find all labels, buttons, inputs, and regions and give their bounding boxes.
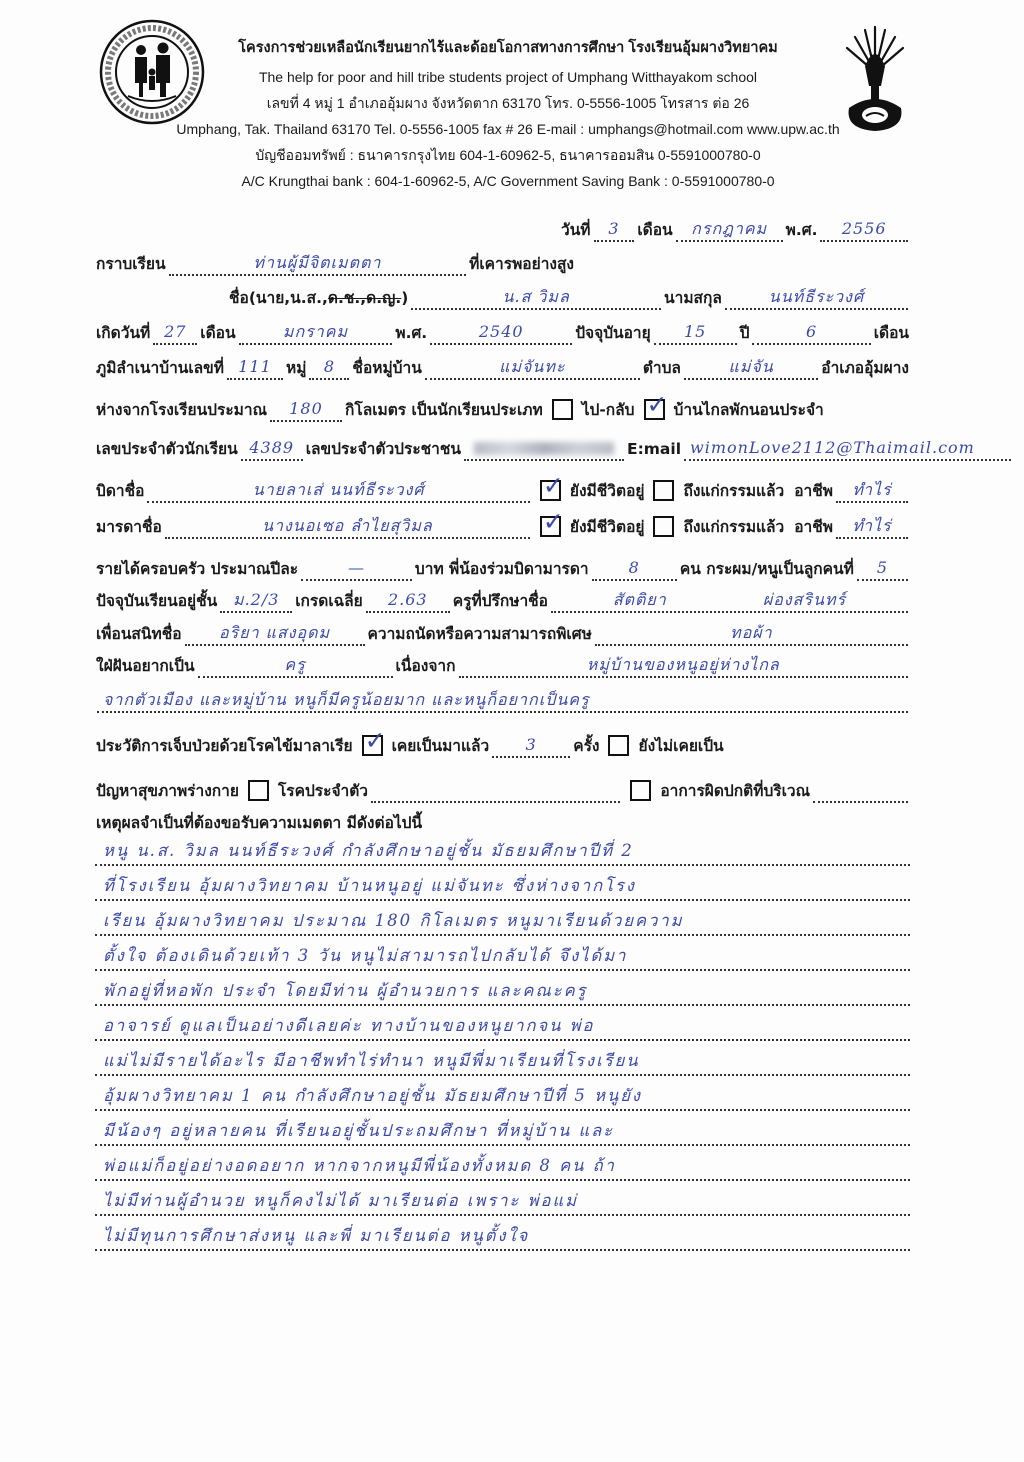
- birth-row: [95, 309, 910, 345]
- father-occupation-label: อาชีพ: [794, 482, 833, 500]
- dream-reason-row-2: [95, 677, 910, 713]
- siblings-label: บาท พี่น้องร่วมบิดามารดา: [414, 560, 589, 578]
- chronic-checkbox: [248, 780, 269, 801]
- reason-line: แม่ไม่มีรายได้อะไร มีอาชีพทำไร่ทำนา หนูมีพี่มาเรียนที่โรงเรียน: [95, 1046, 910, 1076]
- birth-month-label: เดือน: [200, 324, 236, 342]
- mother-name-field: นางนอเซอ ลำไยสุวิมล ​: [165, 515, 530, 539]
- age-months-field: 6 ​: [752, 321, 870, 345]
- reason-line: ตั้งใจ ต้องเดินด้วยเท้า 3 วัน หนูไม่สามารถไปกลับได้ จึงได้มา: [95, 941, 910, 971]
- advisor-field: สัตติยา ผ่องสรินทร์ ​: [551, 589, 908, 613]
- talent-label: ความถนัดหรือความสามารถพิเศษ: [367, 625, 592, 643]
- dream-reason-field: หมู่บ้านของหนูอยู่ห่างไกล ​: [459, 654, 909, 678]
- malaria-had-checkbox: [362, 735, 383, 756]
- name-label: [228, 286, 409, 310]
- header-address-th: เลขที่ 4 หมู่ 1 อำเภออุ้มผาง จังหวัดตาก 63170 โทร. 0-5556-1005 โทรสาร ต่อ 26: [266, 95, 750, 111]
- domicile-row: [95, 344, 910, 380]
- father-label: บิดาชื่อ: [96, 482, 145, 500]
- father-deceased-checkbox: [653, 480, 674, 501]
- name-label-end: ): [401, 289, 409, 307]
- dream-label: ใฝ่ฝันอยากเป็น: [96, 657, 195, 675]
- commute-label: ไป-กลับ: [581, 401, 635, 419]
- date-year-field: 2556 ​: [820, 218, 908, 242]
- income-field: — ​: [301, 557, 412, 581]
- birth-year-field: 2540 ​: [430, 321, 572, 345]
- citizen-id-redaction: [474, 442, 614, 455]
- distance-km-label: กิโลเมตร เป็นนักเรียนประเภท: [344, 401, 543, 419]
- email-label: E:mail: [626, 440, 682, 458]
- dream-reason-field-2: จากตัวเมือง และหมู่บ้าน หนูก็มีครูน้อยมาก และหนูก็อยากเป็นครู ​: [97, 689, 908, 713]
- father-occupation-field: ทำไร่ ​: [836, 479, 908, 503]
- salutation-row: [95, 240, 575, 276]
- village-label: ชื่อหมู่บ้าน: [352, 359, 422, 377]
- salutation-label: กราบเรียน: [96, 255, 166, 273]
- dream-reason-label: เนื่องจาก: [395, 657, 456, 675]
- age-label: ปัจจุบันอายุ: [575, 324, 651, 342]
- mother-alive-label: ยังมีชีวิตอยู่: [569, 518, 645, 536]
- age-years-label: ปี: [739, 324, 750, 342]
- malaria-times-label: ครั้ง: [573, 737, 600, 755]
- age-years-field: 15 ​: [654, 321, 737, 345]
- house-no-field: 111 ​: [227, 356, 283, 380]
- reasons-label: เหตุผลจำเป็นที่ต้องขอรับความเมตตา มีดังต่อไปนี้: [96, 814, 423, 832]
- reason-line: ไม่มีท่านผู้อำนวย หนูก็คงไม่ได้ มาเรียนต่อ เพราะ พ่อแม่: [95, 1186, 910, 1216]
- class-label: ปัจจุบันเรียนอยู่ชั้น: [96, 592, 218, 610]
- mother-label: มารดาชื่อ: [96, 518, 162, 536]
- name-label-start: ชื่อ(นาย,น.ส.,: [229, 289, 328, 307]
- mother-deceased-checkbox: [653, 516, 674, 537]
- abnormal-checkbox: [630, 780, 651, 801]
- student-id-label: เลขประจำตัวนักเรียน: [96, 440, 238, 458]
- health-label: ปัญหาสุขภาพร่างกาย: [96, 782, 239, 800]
- distance-label: ห่างจากโรงเรียนประมาณ: [96, 401, 267, 419]
- malaria-times-field: 3 ​: [492, 734, 570, 758]
- reason-line: มีน้องๆ อยู่หลายคน ที่เรียนอยู่ชั้นประถมศึกษา ที่หมู่บ้าน และ: [95, 1116, 910, 1146]
- abnormal-label: อาการผิดปกติที่บริเวณ: [660, 782, 810, 800]
- district-label: อำเภออุ้มผาง: [821, 359, 909, 377]
- date-row: [560, 206, 910, 242]
- header-title-en: The help for poor and hill tribe students project of Umphang Witthayakom school: [258, 69, 758, 85]
- birth-day-label: เกิดวันที่: [96, 324, 151, 342]
- boarding-checkbox: [644, 399, 665, 420]
- salutation-field: ท่านผู้มีจิตเมตตา ​: [169, 252, 467, 276]
- malaria-row: [95, 722, 910, 758]
- name-label-struck: ด.ช.,ด.ญ.: [327, 289, 402, 307]
- friend-row: [95, 610, 910, 646]
- chronic-label: โรคประจำตัว: [277, 782, 369, 800]
- birth-order-field: 5 ​: [857, 557, 908, 581]
- date-month-field: กรกฎาคม ​: [676, 218, 783, 242]
- distance-field: 180 ​: [270, 398, 342, 422]
- date-month-label: เดือน: [637, 221, 673, 239]
- income-label: รายได้ครอบครัว ประมาณปีละ: [96, 560, 299, 578]
- house-no-label: ภูมิลำเนาบ้านเลขที่: [96, 359, 224, 377]
- email-field: wimonLove2112@Thaimail.com ​: [684, 437, 1011, 461]
- mother-alive-checkbox: [540, 516, 561, 537]
- advisor-label: ครูที่ปรึกษาชื่อ: [452, 592, 548, 610]
- citizen-id-label: เลขประจำตัวประชาชน: [305, 440, 461, 458]
- reason-line: ไม่มีทุนการศึกษาส่งหนู และพี่ มาเรียนต่อ หนูตั้งใจ: [95, 1221, 910, 1251]
- surname-field: นนท์ธีระวงศ์ ​: [725, 286, 908, 310]
- header-account-en: A/C Krungthai bank : 604-1-60962-5, A/C Government Saving Bank : 0-5591000780-0: [241, 173, 775, 189]
- reason-line: เรียน อุ้มผางวิทยาคม ประมาณ 180 กิโลเมตร หนูมาเรียนด้วยความ: [95, 906, 910, 936]
- school-row: [95, 577, 910, 613]
- name-row: [228, 274, 910, 310]
- subdistrict-label: ตำบล: [642, 359, 681, 377]
- salutation-suffix: ที่เคารพอย่างสูง: [469, 255, 574, 273]
- date-day-label: วันที่: [561, 221, 591, 239]
- dream-row: [95, 642, 910, 678]
- birth-year-label: พ.ศ.: [395, 324, 428, 342]
- gpa-field: 2.63 ​: [366, 589, 450, 613]
- malaria-label: ประวัติการเจ็บป่วยด้วยโรคไข้มาลาเรีย: [96, 737, 353, 755]
- date-year-label: พ.ศ.: [785, 221, 818, 239]
- mother-occupation-field: ทำไร่ ​: [836, 515, 908, 539]
- commute-checkbox: [552, 399, 573, 420]
- talent-field: ทอผ้า ​: [595, 622, 908, 646]
- date-day-field: 3 ​: [594, 218, 635, 242]
- father-deceased-label: ถึงแก่กรรมแล้ว: [683, 482, 785, 500]
- village-field: แม่จันทะ ​: [425, 356, 640, 380]
- boarding-label: บ้านไกลพักนอนประจำ: [673, 401, 824, 419]
- father-alive-checkbox: [540, 480, 561, 501]
- reasons-label-row: [95, 799, 910, 835]
- header-title-th: โครงการช่วยเหลือนักเรียนยากไร้และด้อยโอกาสทางการศึกษา โรงเรียนอุ้มผางวิทยาคม: [238, 40, 778, 56]
- siblings-field: 8 ​: [592, 557, 677, 581]
- ids-row: [95, 425, 1013, 461]
- gpa-label: เกรดเฉลี่ย: [295, 592, 363, 610]
- reason-line: ที่โรงเรียน อุ้มผางวิทยาคม บ้านหนูอยู่ แม่จันทะ ซึ่งห่างจากโรง: [95, 871, 910, 901]
- distance-row: [95, 386, 910, 422]
- malaria-never-checkbox: [608, 735, 629, 756]
- surname-label: นามสกุล: [664, 289, 722, 307]
- health-row: [95, 767, 910, 803]
- family-row: [95, 545, 910, 581]
- subdistrict-field: แม่จัน ​: [684, 356, 818, 380]
- reason-line: อุ้มผางวิทยาคม 1 คน กำลังศึกษาอยู่ชั้น มัธยมศึกษาปีที่ 5 หนูยัง: [95, 1081, 910, 1111]
- father-row: [95, 467, 910, 503]
- reason-line: พ่อแม่ก็อยู่อย่างอดอยาก หากจากหนูมีพี่น้องทั้งหมด 8 คน ถ้า: [95, 1151, 910, 1181]
- mother-occupation-label: อาชีพ: [794, 518, 833, 536]
- father-alive-label: ยังมีชีวิตอยู่: [569, 482, 645, 500]
- friend-field: อริยา แสงอุดม ​: [185, 622, 365, 646]
- student-id-field: 4389 ​: [241, 437, 303, 461]
- birth-month-field: มกราคม ​: [239, 321, 393, 345]
- reason-line: พักอยู่ที่หอพัก ประจำ โดยมีท่าน ผู้อำนวยการ และคณะครู: [95, 976, 910, 1006]
- mother-deceased-label: ถึงแก่กรรมแล้ว: [683, 518, 785, 536]
- moo-label: หมู่: [285, 359, 307, 377]
- father-name-field: นายลาเส่ นนท์ธีระวงศ์ ​: [147, 479, 529, 503]
- friend-label: เพื่อนสนิทชื่อ: [96, 625, 182, 643]
- header-account-th: บัญชีออมทรัพย์ : ธนาคารกรุงไทย 604-1-60962-5, ธนาคารออมสิน 0-5591000780-0: [255, 147, 761, 163]
- citizen-id-field: [464, 437, 624, 461]
- class-field: ม.2/3 ​: [220, 589, 292, 613]
- age-months-label: เดือน: [873, 324, 909, 342]
- malaria-never-label: ยังไม่เคยเป็น: [638, 737, 724, 755]
- mother-row: [95, 503, 910, 539]
- name-field: น.ส วิมล ​: [411, 286, 661, 310]
- reason-line: หนู น.ส. วิมล นนท์ธีระวงศ์ กำลังศึกษาอยู่ชั้น มัธยมศึกษาปีที่ 2: [95, 836, 910, 866]
- birth-order-label: คน กระผม/หนูเป็นลูกคนที่: [679, 560, 854, 578]
- reason-line: อาจารย์ ดูแลเป็นอย่างดีเลยค่ะ ทางบ้านของหนูยากจน พ่อ: [95, 1011, 910, 1041]
- dream-field: ครู ​: [198, 654, 393, 678]
- malaria-had-label: เคยเป็นมาแล้ว: [391, 737, 490, 755]
- birth-day-field: 27 ​: [153, 321, 197, 345]
- moo-field: 8 ​: [309, 356, 349, 380]
- header-address-en: Umphang, Tak. Thailand 63170 Tel. 0-5556-1005 fax # 26 E-mail : umphangs@hotmail.com www.upw.ac.th: [176, 121, 840, 137]
